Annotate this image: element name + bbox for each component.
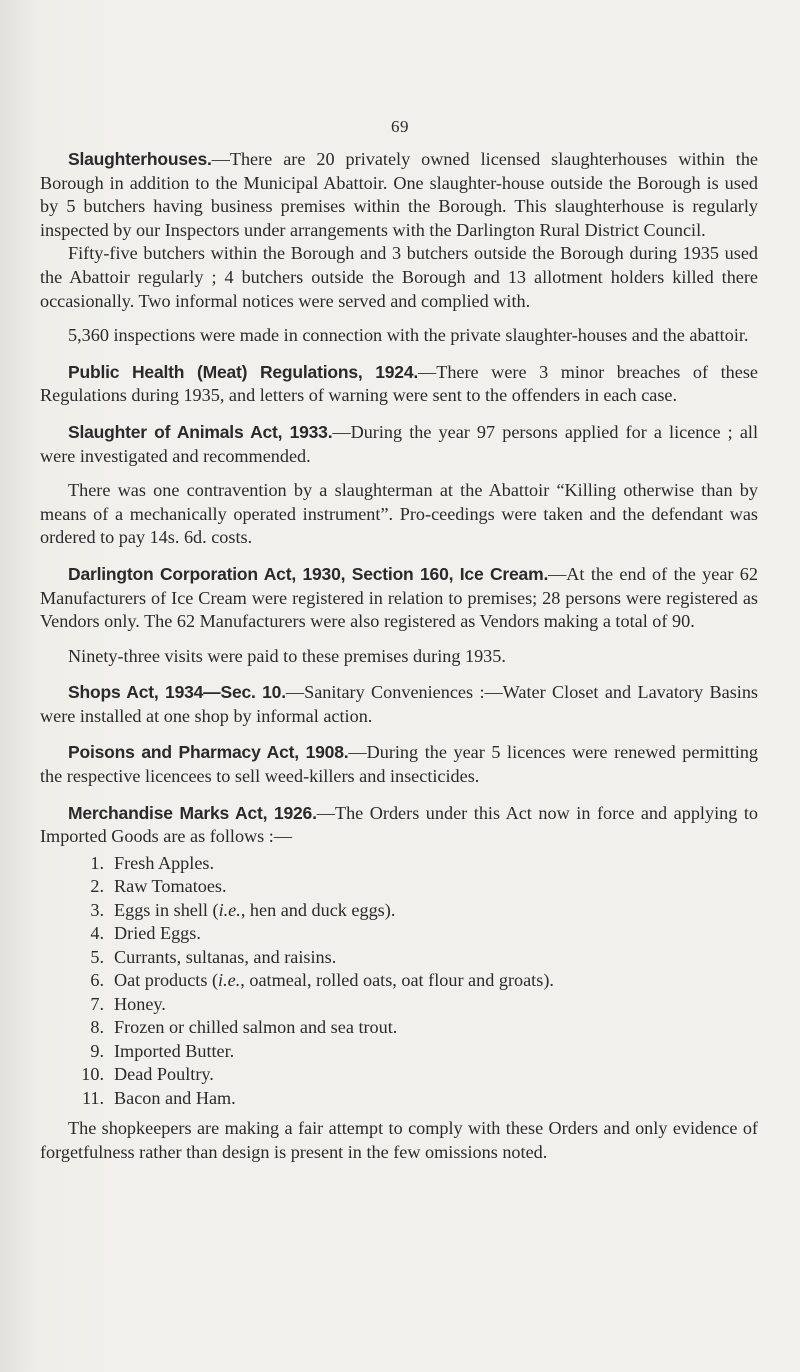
list-item [40, 946, 758, 970]
item-text: Oat products (i.e., oatmeal, rolled oats, oat flour and groats). [114, 970, 554, 991]
paragraph-text: —During the year 97 persons applied for a licence ; all were investigated and recommended. [40, 421, 759, 466]
slaughterhouses-paragraph [40, 148, 758, 242]
item-text: Eggs in shell (i.e., hen and duck eggs). [114, 899, 396, 920]
paragraph-text: —During the year 5 licences were renewed permitting the respective licencees to sell weed-killers and insecticides. [40, 742, 759, 787]
paragraph-text: —There are 20 privately owned licensed slaughterhouses within the Borough in addition to the Municipal Abattoir. One slaughter-house outside the Borough is used by 5 butchers having business premises within the Borough. This slaughterhouse is regularly inspected by our Inspectors under arrangements with the Darlington Rural District Council. [40, 149, 758, 240]
list-item [40, 1040, 758, 1064]
item-number: 7. [90, 993, 104, 1014]
paragraph-text: —At the end of the year 62 Manufacturers of Ice Cream were registered in relation to premises; 28 persons were registered as Vendors only. The 62 Manufacturers were also registered as Vendors making a total of 90. [40, 563, 758, 632]
list-item [40, 993, 758, 1017]
slaughter-of-animals-paragraph [40, 421, 758, 468]
item-number: 1. [90, 852, 104, 873]
item-number: 6. [90, 970, 104, 991]
section-heading: Poisons and Pharmacy Act, 1908. [68, 742, 349, 763]
item-text: Currants, sultanas, and raisins. [114, 946, 337, 967]
list-item [40, 1087, 758, 1111]
list-item [40, 1016, 758, 1040]
paragraph: Fifty-five butchers within the Borough and 3 butchers outside the Borough during 1935 used the Abattoir regularly ; 4 butchers outside the Borough and 13 allotment holders killed there occasionally. Two informal notices were served and complied with. [40, 243, 758, 311]
section-heading: Shops Act, 1934—Sec. 10. [68, 682, 286, 703]
imported-goods-list [40, 852, 758, 1111]
item-number: 4. [90, 923, 104, 944]
item-number: 5. [90, 946, 104, 967]
closing-paragraph: The shopkeepers are making a fair attempt to comply with these Orders and only evidence of forgetfulness rather than design is present in the few omissions noted. [40, 1118, 758, 1162]
item-number: 9. [90, 1040, 104, 1061]
paragraph: 5,360 inspections were made in connection with the private slaughter-houses and the abattoir. [68, 325, 749, 346]
section-heading: Merchandise Marks Act, 1926. [68, 802, 317, 823]
list-item [40, 969, 758, 993]
meat-regulations-paragraph [40, 361, 758, 408]
section-heading: Slaughterhouses. [68, 149, 212, 169]
item-text: Dead Poultry. [114, 1064, 214, 1085]
section-heading: Darlington Corporation Act, 1930, Section 160, Ice Cream. [68, 563, 549, 584]
item-text: Dried Eggs. [114, 923, 201, 944]
paragraph-text: —Sanitary Conveniences :—Water Closet and Lavatory Basins were installed at one shop by informal action. [40, 682, 758, 726]
list-item [40, 899, 758, 923]
poisons-act-paragraph [40, 741, 758, 788]
item-number: 10. [81, 1064, 104, 1085]
item-text: Imported Butter. [114, 1040, 235, 1061]
item-text: Raw Tomatoes. [114, 876, 227, 897]
list-item [40, 852, 758, 876]
section-heading: Public Health (Meat) Regulations, 1924. [68, 361, 419, 382]
item-number: 3. [90, 899, 104, 920]
paragraph-text: —There were 3 minor breaches of these Regulations during 1935, and letters of warning were sent to the offenders in each case. [40, 361, 758, 406]
merchandise-marks-paragraph [40, 802, 758, 849]
item-text: Frozen or chilled salmon and sea trout. [114, 1017, 398, 1038]
paragraph: Ninety-three visits were paid to these premises during 1935. [68, 645, 506, 666]
paragraph: There was one contravention by a slaughterman at the Abattoir “Killing otherwise than by means of a mechanically operated instrument”. Pro-ceedings were taken and the defendant was ordered to pay 14s. 6d. costs. [40, 480, 758, 548]
list-item [40, 875, 758, 899]
item-number: 2. [90, 876, 104, 897]
page-number: 69 [391, 117, 409, 136]
list-item [40, 1063, 758, 1087]
list-item [40, 922, 758, 946]
shops-act-paragraph [40, 681, 758, 728]
ice-cream-paragraph [40, 563, 758, 634]
paragraph-text: —The Orders under this Act now in force and applying to Imported Goods are as follows :— [40, 802, 758, 847]
item-text: Bacon and Ham. [114, 1087, 236, 1108]
item-text: Honey. [114, 993, 166, 1014]
item-number: 8. [90, 1017, 104, 1038]
document-body [40, 148, 758, 1165]
item-number: 11. [81, 1087, 104, 1108]
item-text: Fresh Apples. [114, 852, 215, 873]
section-heading: Slaughter of Animals Act, 1933. [68, 421, 333, 442]
